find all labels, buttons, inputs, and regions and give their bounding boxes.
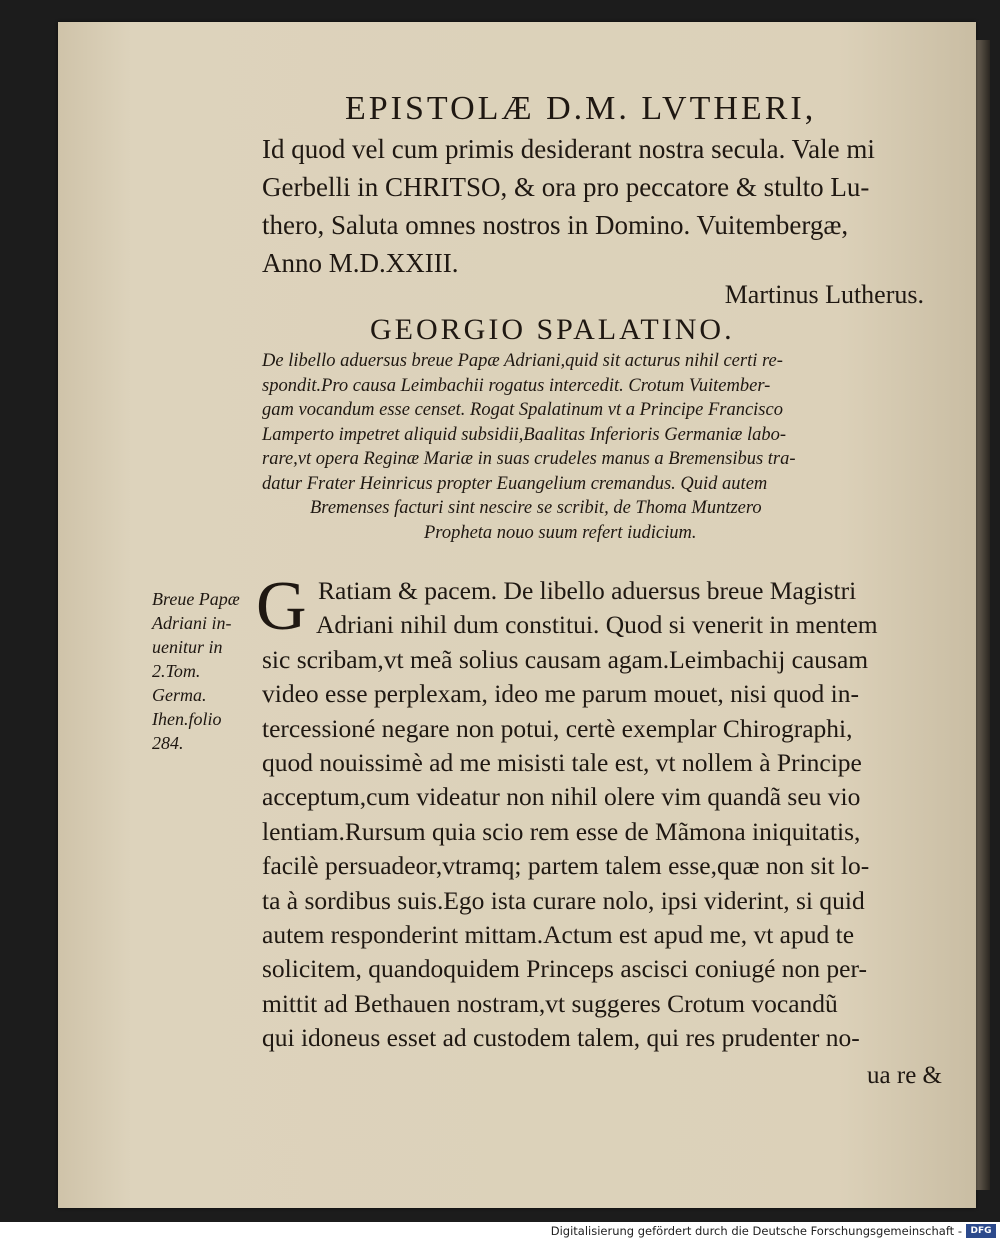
summary-line: spondit.Pro causa Leimbachii rogatus intercedit. Crotum Vuitember- [262,375,771,396]
text-line: Id quod vel cum primis desiderant nostra secula. Vale mi [262,134,875,164]
margin-note-line: 284. [152,733,184,753]
page-edge [976,40,990,1190]
margin-note-line: Adriani in- [152,613,232,633]
body-line: mittit ad Bethauen nostram,vt suggeres Crotum vocandũ [262,988,838,1018]
margin-note [152,590,262,758]
dfg-logo-icon: DFG [966,1224,996,1238]
body-line: qui idoneus esset ad custodem talem, qui res prudenter no- [262,1023,860,1053]
margin-note-line: uenitur in [152,637,223,657]
summary-line: gam vocandum esse censet. Rogat Spalatinum vt a Principe Francisco [262,400,783,420]
body-line: facilè persuadeor,vtramq; partem talem esse,quæ non sit lo- [262,851,870,881]
body-line: tercessioné negare non potui, certè exemplar Chirographi, [262,713,853,743]
letter-heading: GEORGIO SPALATINO. [370,313,735,346]
text-line: Anno M.D.XXIII. [262,248,459,278]
summary-line: Propheta nouo suum refert iudicium. [424,522,697,543]
body-line: autem responderint mittam.Actum est apud me, vt apud te [262,919,855,949]
body-line: lentiam.Rursum quia scio rem esse de Mãmona iniquitatis, [262,816,861,846]
intro-paragraph [262,136,942,288]
letter-body [262,578,942,1059]
summary-line: Lamperto impetret aliquid subsidii,Baalitas Inferioris Germaniæ labo- [262,424,786,445]
summary-line: rare,vt opera Reginæ Mariæ in suas crudeles manus a Bremensibus tra- [262,449,796,469]
drop-cap: G [256,568,307,645]
signature: Martinus Lutherus. [724,280,924,309]
footer-credit: Digitalisierung gefördert durch die Deutsche Forschungsgemeinschaft - [550,1224,962,1238]
body-line: video esse perplexam, ideo me parum mouet, nisi quod in- [262,679,859,709]
body-line: solicitem, quandoquidem Princeps ascisci coniugé non per- [262,954,867,984]
running-head: EPISTOLÆ D.M. LVTHERI, [345,90,817,127]
summary-line: datur Frater Heinricus propter Euangelium cremandus. Quid autem [262,473,768,494]
margin-note-line: Ihen.folio [152,709,222,729]
summary-line: Bremenses facturi sint nescire se scribit, de Thoma Muntzero [310,498,762,518]
letter-summary [262,352,942,548]
body-line: acceptum,cum videatur non nihil olere vim quandã seu vio [262,782,861,812]
margin-note-line: Germa. [152,685,207,705]
footer-bar [0,1222,1000,1241]
catchword: ua re & [867,1062,942,1089]
body-line: ta à sordibus suis.Ego ista curare nolo, ipsi viderint, si quid [262,885,865,915]
body-line: sic scribam,vt meã solius causam agam.Leimbachij causam [262,644,869,674]
body-line: Adriani nihil dum constitui. Quod si venerit in mentem [316,610,878,640]
margin-note-line: Breue Papæ [152,589,240,609]
summary-line: De libello aduersus breue Papæ Adriani,quid sit acturus nihil certi re- [262,351,783,371]
body-line: Ratiam & pacem. De libello aduersus breue Magistri [318,576,857,605]
text-line: Gerbelli in CHRITSO, & ora pro peccatore & stulto Lu- [262,172,870,202]
body-line: quod nouissimè ad me misisti tale est, vt nollem à Principe [262,747,862,777]
margin-note-line: 2.Tom. [152,661,201,681]
text-line: thero, Saluta omnes nostros in Domino. Vuitembergæ, [262,210,849,240]
